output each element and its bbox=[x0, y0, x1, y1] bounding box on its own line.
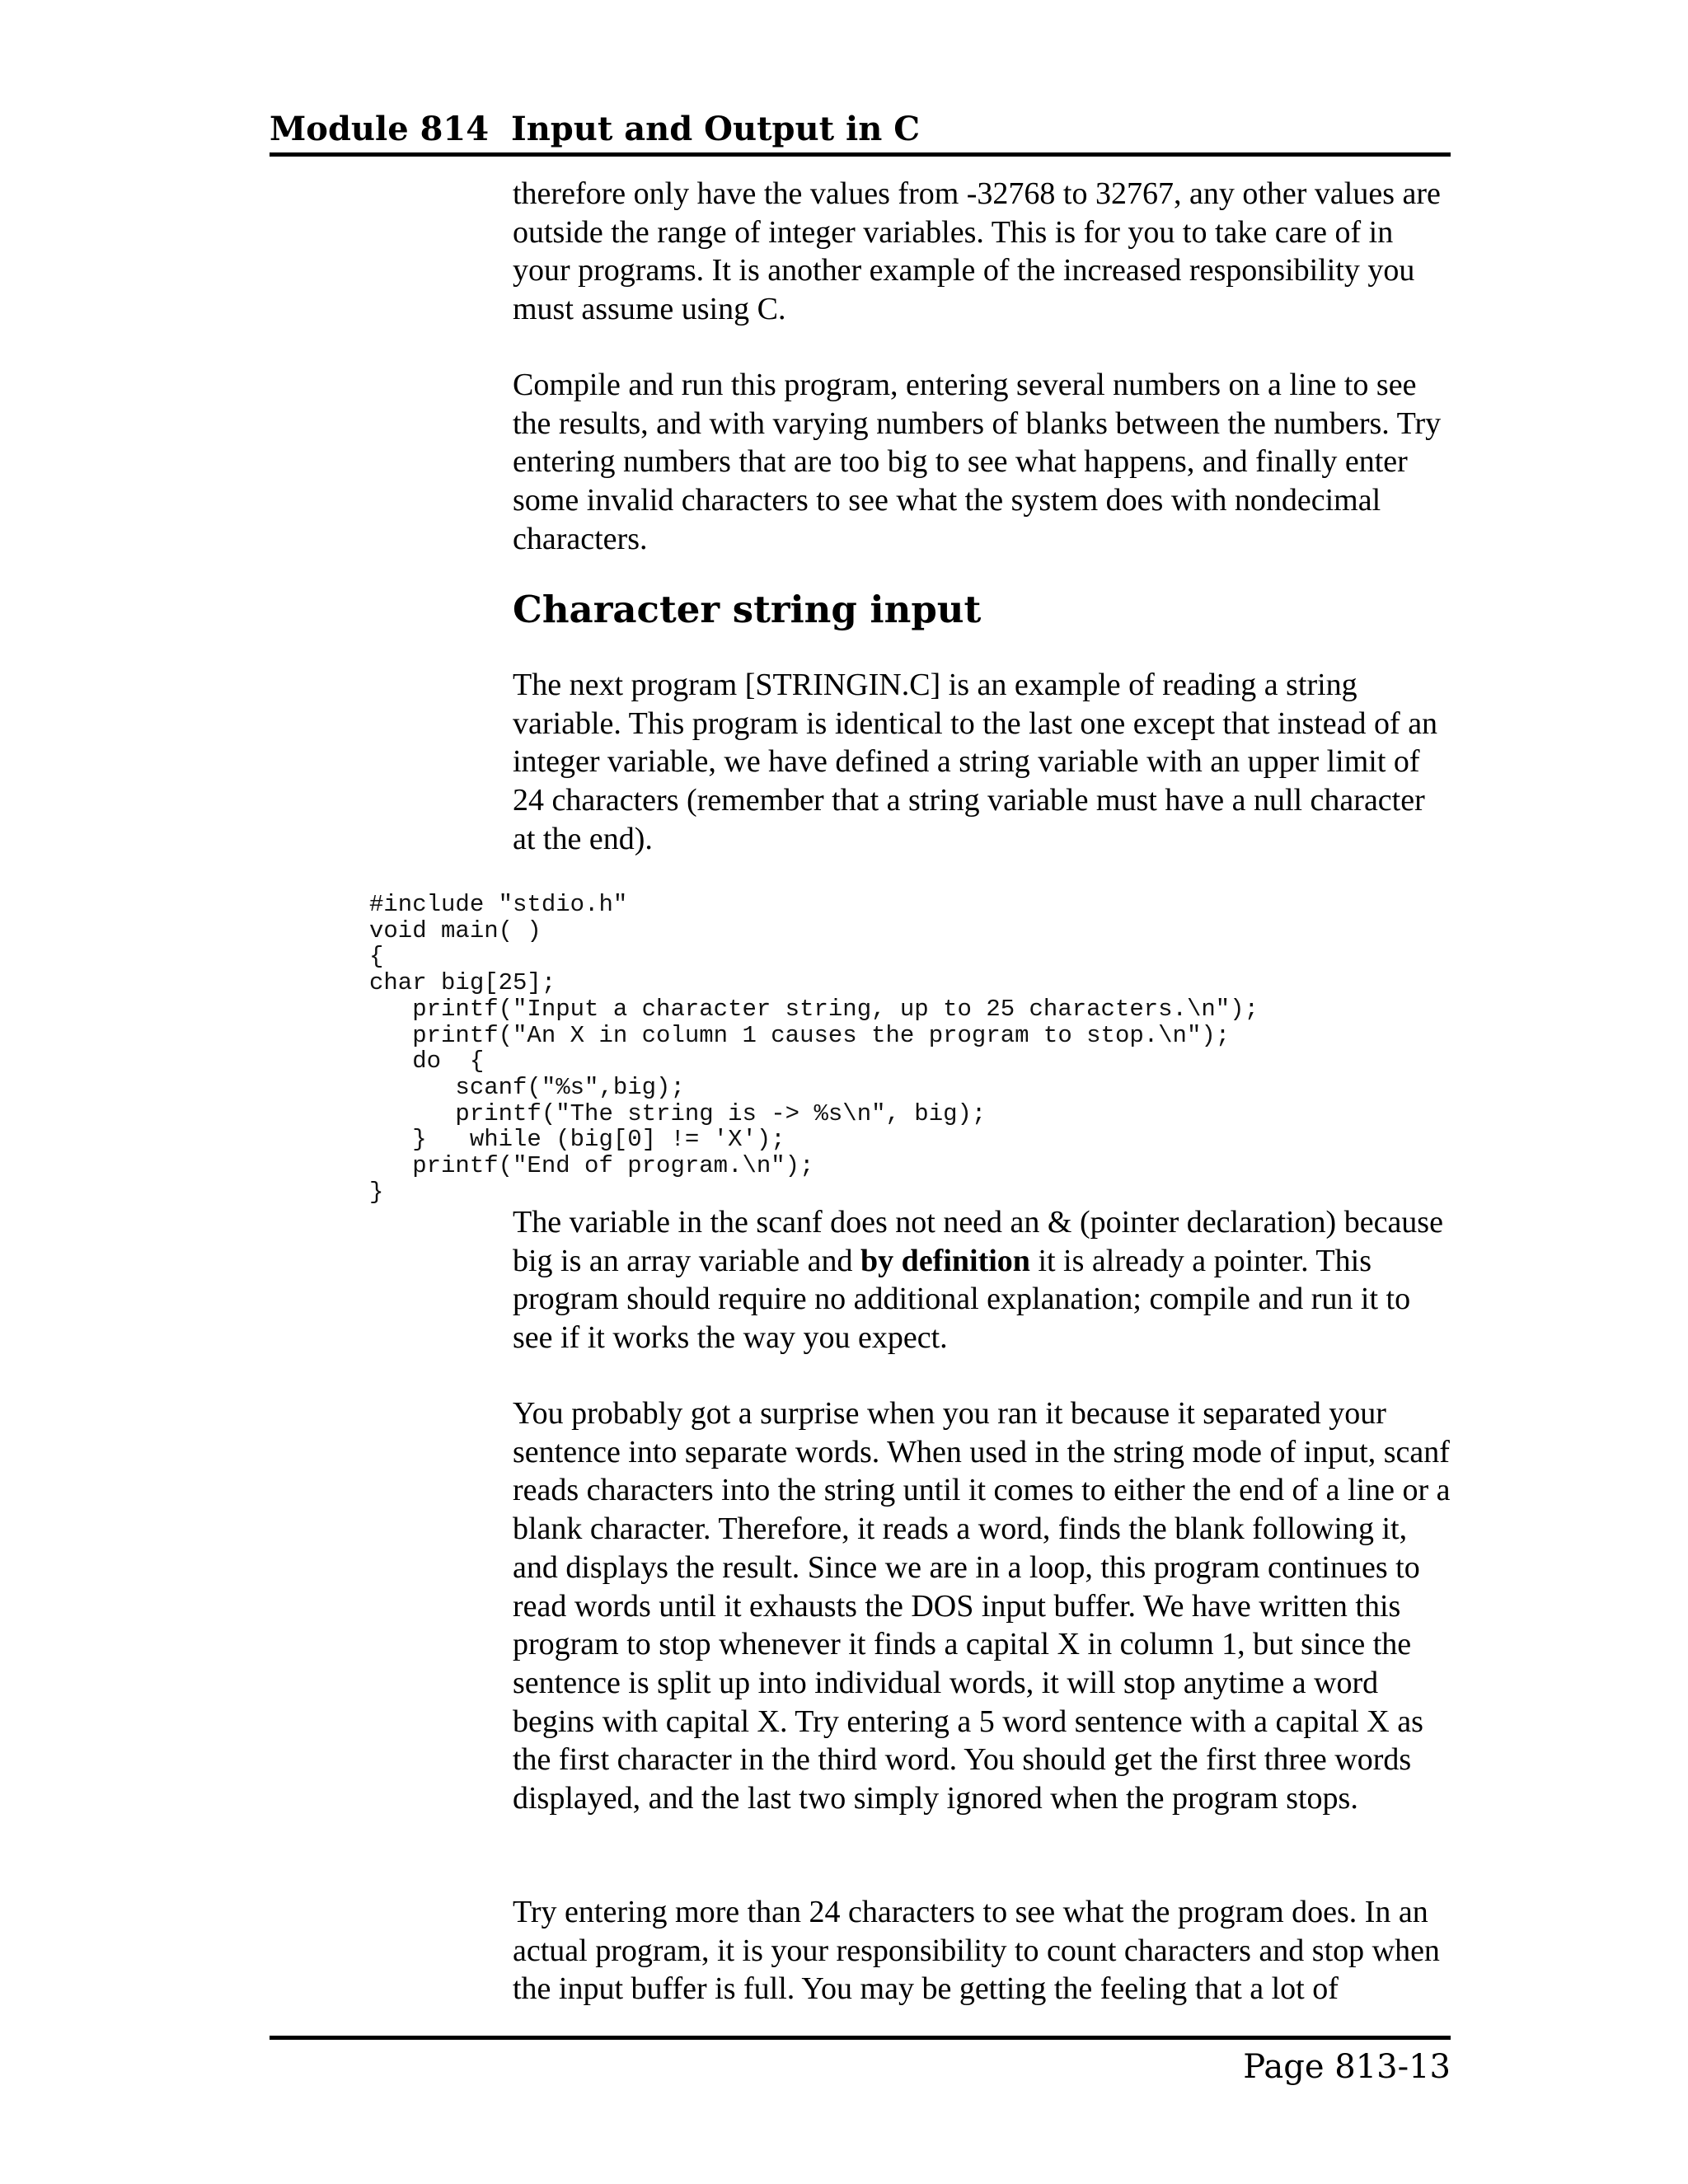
code-listing: #include "stdio.h" void main( ) { char big[25]; printf("Input a character string, up to 25 characters.\n"); printf("An X in column 1 causes the program to stop.\n"); do { scanf("%s",big); printf("The string is -> %s\n", big); } while (big[0] != 'X'); printf("End of program.\n"); } bbox=[369, 891, 1259, 1206]
footer-divider bbox=[270, 2036, 1451, 2040]
paragraph-text: The variable in the scanf does not need an & (pointer declaration) because big is an array variable and bbox=[513, 1205, 1443, 1278]
module-title: Input and Output in C bbox=[511, 110, 921, 148]
paragraph-stringin-intro: The next program [STRINGIN.C] is an example of reading a string variable. This program is identical to the last one except that instead of an integer variable, we have defined a string variable with an upper limit of 24 characters (remember that a string variable must have a null character at the end). bbox=[513, 668, 1438, 856]
page-number: Page 813-13 bbox=[1243, 2048, 1451, 2086]
page-header bbox=[270, 105, 1451, 157]
paragraph-scanf-pointer bbox=[513, 1203, 1452, 1357]
section-heading: Character string input bbox=[513, 588, 982, 631]
paragraph-text: it is already a pointer. This program should require no additional explanation; compile and run it to see if it works the way you expect. bbox=[513, 1243, 1411, 1356]
paragraph-compile-run: Compile and run this program, entering several numbers on a line to see the results, and with varying numbers of blanks between the numbers. Try entering numbers that are too big to see what happens, and finally enter some invalid characters to see what the system does with nondecimal characters. bbox=[513, 368, 1442, 556]
module-number: Module 814 bbox=[270, 110, 490, 148]
paragraph-integer-range: therefore only have the values from -32768 to 32767, any other values are outside the range of integer variables. This is for you to take care of in your programs. It is another example of the increased responsibility you must assume using C. bbox=[513, 176, 1441, 327]
bold-emphasis: by definition bbox=[860, 1243, 1030, 1278]
paragraph-buffer-responsibility: Try entering more than 24 characters to see what the program does. In an actual program, it is your responsibility to count characters and stop when the input buffer is full. You may be getting the feeling that a lot of bbox=[513, 1895, 1440, 2007]
paragraph-surprise-explanation: You probably got a surprise when you ran it because it separated your sentence into separate words. When used in the string mode of input, scanf reads characters into the string until it comes to either the end of a line or a blank character. Therefore, it reads a word, finds the blank following it, and displays the result. Since we are in a loop, this program continues to read words until it exhausts the DOS input buffer. We have written this program to stop whenever it finds a capital X in column 1, but since the sentence is split up into individual words, it will stop anytime a word begins with capital X. Try entering a 5 word sentence with a capital X as the first character in the third word. You should get the first three words displayed, and the last two simply ignored when the program stops. bbox=[513, 1396, 1451, 1816]
